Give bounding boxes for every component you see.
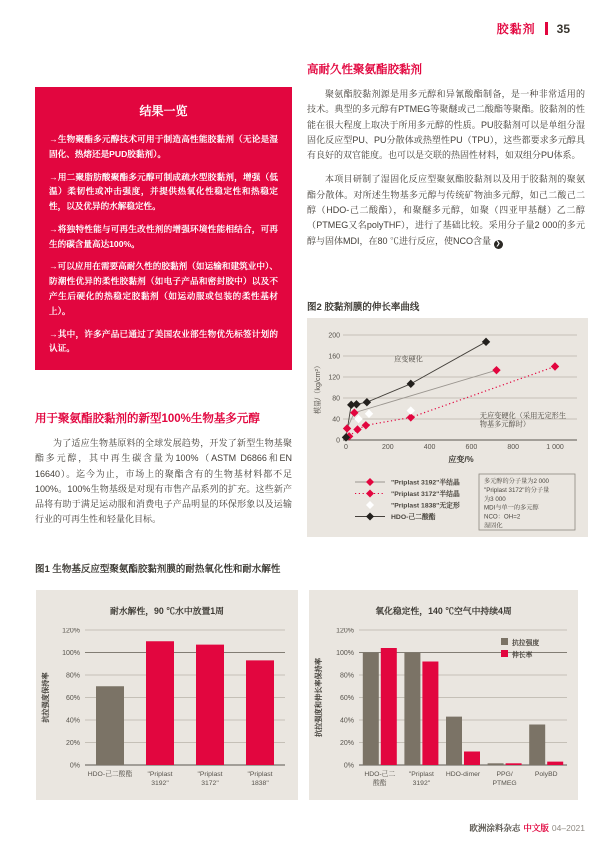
svg-text:"Priplast: "Priplast: [247, 771, 273, 778]
paragraph-2-text: 本项目研制了湿固化反应型聚氨酯胶黏剂以及用于胶黏剂的聚氨酯分散体。对所述生物基多元醇与传统矿物油多元醇，如己二酸己二醇（HDO-己二酸酯），和聚醚多元醇，如聚（四亚甲基醚）乙二醇（PTMEG又名polyTHF），进行了基础比较。采用分子量2 000的多元醇与固体MDI，在80 ℃进行反应，使NCO含量: [307, 174, 585, 246]
result-item: →生物聚酯多元醇技术可用于制造高性能胶黏剂（无论是湿固化、热熔还是PUD胶黏剂）。: [49, 134, 278, 159]
svg-text:3192": 3192": [412, 780, 431, 787]
svg-text:600: 600: [465, 444, 478, 451]
footer-journal-name: 欧洲涂料杂志: [469, 823, 521, 833]
left-article: [35, 412, 292, 528]
page-number: 35: [556, 21, 570, 36]
figure2-caption: 图2 胶黏剂膜的伸长率曲线: [307, 302, 420, 313]
svg-text:60%: 60%: [339, 695, 354, 702]
page-header: [497, 20, 570, 37]
header-divider-bar: [545, 22, 548, 35]
results-list: [49, 132, 278, 356]
svg-text:PolyBD: PolyBD: [534, 771, 558, 778]
svg-text:1838": 1838": [251, 780, 269, 787]
figure1-caption: 图1 生物基反应型聚氨酯胶黏剂膜的耐热氧化性和耐水解性: [35, 564, 281, 575]
svg-text:"Priplast 1838"无定形: "Priplast 1838"无定形: [391, 502, 460, 510]
svg-text:1 000: 1 000: [546, 444, 564, 451]
result-item: →用二聚脂肪酸聚酯多元醇可制成疏水型胶黏剂，增强（低温）柔韧性或冲击强度，并提供热氧化性稳定性和热稳定性，以及优异的水解稳定性。: [49, 171, 278, 212]
result-item: →将独特性能与可再生改性剂的增强环境性能相结合，可再生的碳含量高达100%。: [49, 223, 278, 249]
svg-text:200: 200: [381, 444, 394, 451]
footer-issue: 04–2021: [551, 823, 585, 833]
svg-text:"Priplast: "Priplast: [147, 771, 173, 778]
results-summary-box: [35, 87, 292, 370]
svg-text:40%: 40%: [339, 717, 354, 725]
svg-text:800: 800: [507, 444, 520, 451]
figure1-left-panel: [36, 590, 298, 800]
results-box-title: 结果一览: [139, 104, 188, 118]
svg-text:0: 0: [336, 437, 340, 445]
svg-text:80%: 80%: [65, 672, 80, 680]
svg-text:PPG/: PPG/: [496, 771, 513, 778]
svg-text:0%: 0%: [69, 762, 80, 770]
svg-text:湿固化: 湿固化: [484, 522, 503, 530]
right-article-paragraph-1: 聚氨酯胶黏剂源是用多元醇和异氰酸酯制备，是一种非常适用的技术。典型的多元醇有PTMEG等聚醚或己二酸酯等聚酯。胶黏剂的性能在很大程度上取决于所用多元醇的性质。PU胶黏剂可以是单组分湿固化反应型PU、PU分散体或热塑性PU（TPU），这些都要求多元醇具有良好的双官能度。也可以是交联的热固性材料，如双组分PU体系。: [307, 88, 585, 161]
svg-text:物基多元醇时）: 物基多元醇时）: [479, 419, 531, 429]
svg-text:应变硬化: 应变硬化: [394, 354, 423, 364]
svg-text:为3 000: 为3 000: [484, 495, 506, 503]
svg-text:200: 200: [328, 332, 340, 340]
figure1-right-panel: [309, 590, 578, 800]
svg-text:HDO-己二: HDO-己二: [364, 771, 396, 778]
svg-text:3192": 3192": [151, 780, 169, 787]
svg-text:40: 40: [332, 416, 340, 424]
svg-text:HDO-己二酸酯: HDO-己二酸酯: [87, 771, 133, 778]
continue-arrow-icon: ❯: [495, 240, 501, 247]
svg-text:120%: 120%: [336, 628, 354, 635]
hydrolysis-resistance-bar-chart: [36, 628, 298, 800]
hydrolysis-chart-title: 耐水解性，90 ℃水中放置1周: [110, 606, 224, 616]
right-article-heading: 高耐久性聚氨酯胶黏剂: [307, 64, 422, 76]
svg-text:"Priplast 3172"的分子量: "Priplast 3172"的分子量: [484, 486, 550, 494]
svg-text:MDI与单一的多元醇: MDI与单一的多元醇: [484, 504, 539, 512]
svg-text:60%: 60%: [65, 695, 80, 702]
svg-text:20%: 20%: [65, 740, 80, 747]
oxidative-stability-bar-chart: [309, 628, 578, 800]
svg-text:应变/%: 应变/%: [448, 455, 474, 464]
svg-text:0: 0: [344, 444, 348, 451]
svg-text:"Priplast 3172"半结晶: "Priplast 3172"半结晶: [391, 491, 460, 498]
svg-text:"Priplast 3192"半结晶: "Priplast 3192"半结晶: [391, 479, 460, 487]
section-label: 胶黏剂: [496, 22, 536, 36]
svg-text:20%: 20%: [339, 740, 354, 747]
svg-text:抗拉强度: 抗拉强度: [512, 640, 540, 647]
svg-text:100%: 100%: [336, 650, 354, 657]
svg-text:抗拉强度和伸长率保持率: 抗拉强度和伸长率保持率: [314, 657, 323, 738]
svg-text:3172": 3172": [201, 780, 219, 787]
left-article-heading: 用于聚氨酯胶黏剂的新型100%生物基多元醇: [35, 413, 260, 425]
result-item: →可以应用在需要高耐久性的胶黏剂（如运输和建筑业中）、防潮性优异的柔性胶黏剂（如电子产品和密封胶中）以及不产生后硬化的热稳定胶黏剂（如运动服或包装的柔性基材上）。: [49, 261, 278, 316]
svg-text:NCO：OH=2: NCO：OH=2: [484, 513, 521, 521]
svg-text:80%: 80%: [339, 672, 354, 680]
svg-text:HDO-dimer: HDO-dimer: [445, 771, 481, 778]
svg-text:100%: 100%: [62, 650, 80, 657]
svg-text:"Priplast: "Priplast: [408, 771, 434, 778]
svg-text:多元醇的分子量为2 000: 多元醇的分子量为2 000: [484, 478, 549, 485]
left-article-body: 为了适应生物基原料的全球发展趋势，开发了新型生物基聚酯多元醇，其中再生碳含量为100%（ASTM D6866和EN 16640）。迄今为止，市场上的聚酯含有的生物基材料都不足100%。100%生物基级是对现有市售产品系列的扩充。这些新产品将有助于满足运动服和消费电子产品明显的环保形象以及运输行业的可再生性和轻量化目标。: [35, 437, 292, 525]
svg-text:无应变硬化（采用无定形生: 无应变硬化（采用无定形生: [479, 410, 567, 420]
svg-text:酸酯: 酸酯: [373, 780, 387, 787]
svg-text:120%: 120%: [62, 628, 80, 635]
elongation-curves-chart: [307, 318, 588, 537]
svg-text:PTMEG: PTMEG: [492, 780, 517, 787]
svg-text:160: 160: [328, 353, 340, 361]
right-article-paragraph-2: [307, 172, 585, 248]
svg-text:120: 120: [328, 374, 340, 382]
footer-edition: 中文版: [523, 823, 549, 833]
svg-text:伸长率: 伸长率: [512, 652, 533, 659]
svg-text:40%: 40%: [65, 717, 80, 725]
svg-text:模量/（kg/cm²）: 模量/（kg/cm²）: [313, 361, 322, 415]
svg-text:400: 400: [423, 444, 436, 451]
svg-text:"Priplast: "Priplast: [197, 771, 223, 778]
result-item: →其中，许多产品已通过了美国农业部生物优先标签计划的认证。: [49, 328, 278, 354]
svg-text:0%: 0%: [343, 762, 354, 770]
oxidation-chart-title: 氧化稳定性，140 ℃空气中持续4周: [375, 606, 512, 616]
svg-text:80: 80: [332, 395, 340, 403]
svg-text:HDO-己二酸酯: HDO-己二酸酯: [391, 514, 436, 521]
page-footer: [469, 822, 585, 834]
right-article: [307, 63, 585, 249]
figure2-panel: [307, 318, 588, 537]
svg-text:抗拉强度保持率: 抗拉强度保持率: [41, 672, 50, 723]
